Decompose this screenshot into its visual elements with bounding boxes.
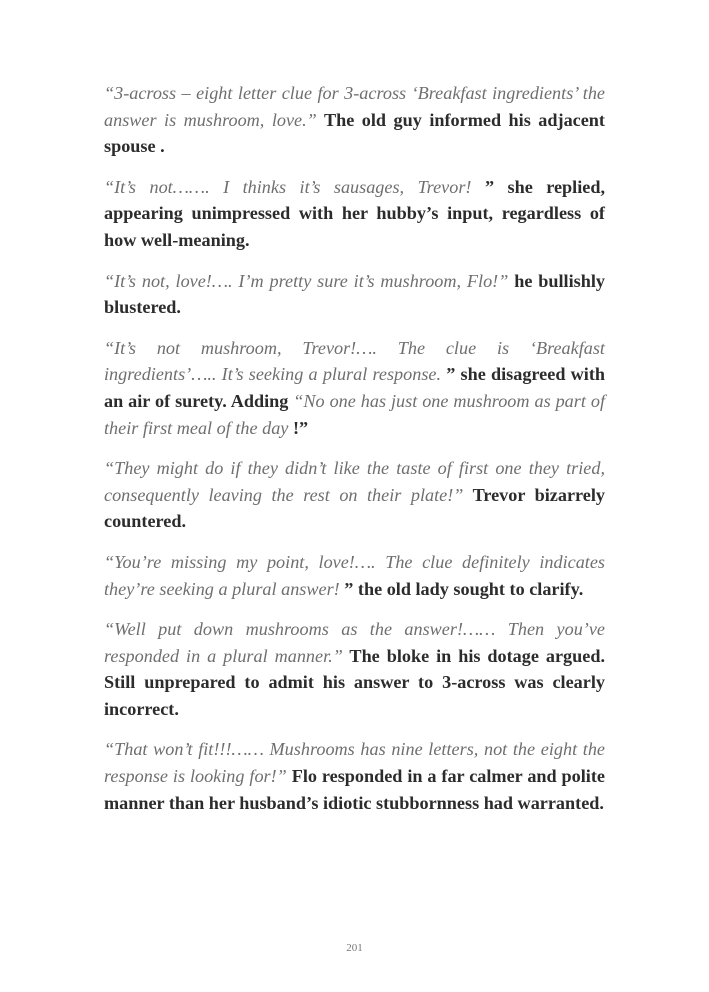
paragraph [104,736,605,816]
narration: ” the old lady sought to clarify. [344,578,584,599]
narration: he bullishly blustered. [104,270,605,318]
narration: ” she disagreed with an air of surety. Adding [104,364,605,411]
paragraph [104,616,605,722]
narration: Flo responded in a far calmer and polite manner than her husband’s idiotic stubbornness had warranted. [104,766,605,813]
dialogue-quote: “They might do if they didn’t like the taste of first one they tried, consequently leaving the rest on their plate!” [104,458,605,505]
paragraph [104,455,605,535]
dialogue-quote: “It’s not mushroom, Trevor!…. The clue is ‘Breakfast ingredients’….. It’s seeking a plural response. [104,337,605,385]
narration: The old guy informed his adjacent spouse . [104,109,605,157]
paragraph [104,549,605,602]
dialogue-quote: “3-across – eight letter clue for 3-across ‘Breakfast ingredients’ the answer is mushroom, love.” [104,83,605,130]
dialogue-quote: “It’s not, love!…. I’m pretty sure it’s mushroom, Flo!” [104,270,509,291]
paragraph [104,80,605,160]
paragraph [104,335,605,441]
dialogue-quote: “You’re missing my point, love!…. The clue definitely indicates they’re seeking a plural answer! [104,551,605,599]
dialogue-quote: “No one has just one mushroom as part of their first meal of the day [104,390,605,438]
narration: !” [292,417,309,438]
body-text [104,80,605,830]
dialogue-quote: “It’s not……. I thinks it’s sausages, Trevor! [104,176,485,197]
narration: Trevor bizarrely countered. [104,484,605,532]
narration: ” she replied, appearing unimpressed with her hubby’s input, regardless of how well-meaning. [104,176,606,250]
paragraph [104,174,605,254]
narration: The bloke in his dotage argued. Still unprepared to admit his answer to 3-across was clearly incorrect. [104,645,605,719]
dialogue-quote: “Well put down mushrooms as the answer!…… Then you’ve responded in a plural manner.” [104,619,605,666]
dialogue-quote: “That won’t fit!!!…… Mushrooms has nine letters, not the eight the response is looking for!” [104,739,605,787]
page-number: 201 [346,942,363,954]
paragraph [104,268,605,321]
